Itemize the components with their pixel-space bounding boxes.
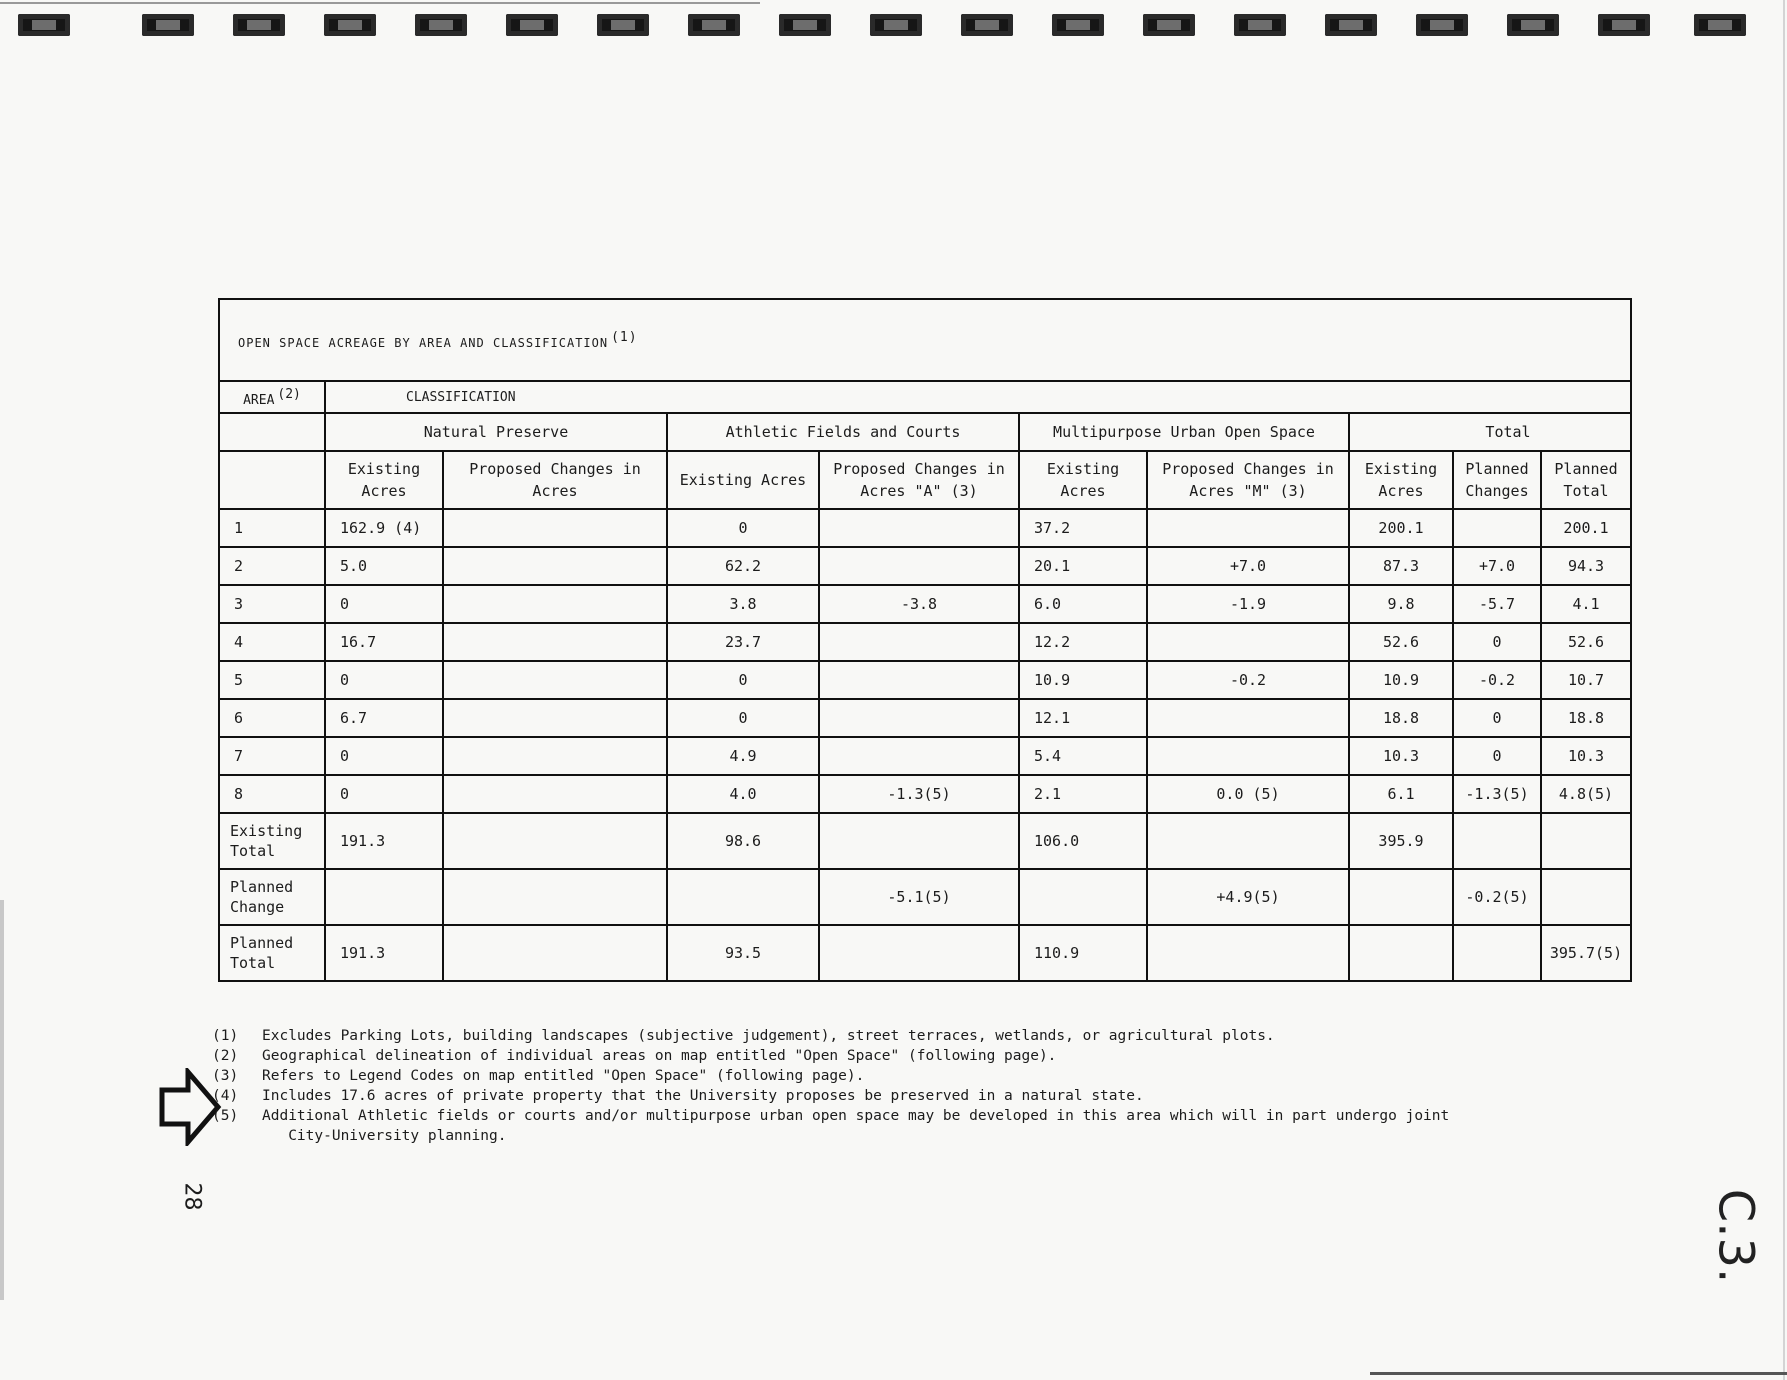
binding-hole [1234,14,1286,36]
open-space-acreage-table [218,298,1632,982]
footnote [212,1126,1612,1146]
binding-hole [415,14,467,36]
table-cell [443,869,667,925]
table-cell: +7.0 [1147,547,1349,585]
table-row [219,737,1631,775]
table-cell: 52.6 [1541,623,1631,661]
table-cell: 16.7 [325,623,443,661]
table-row [219,775,1631,813]
table-row [219,509,1631,547]
table-cell: 20.1 [1019,547,1147,585]
table-row [219,699,1631,737]
table-cell: 0 [325,737,443,775]
table-cell [443,813,667,869]
binding-hole [142,14,194,36]
footnote-text: City-University planning. [262,1128,507,1144]
table-cell [819,737,1019,775]
footnote [212,1106,1612,1126]
table-cell: 4.1 [1541,585,1631,623]
binding-hole [1507,14,1559,36]
table-cell [443,661,667,699]
table-cell [667,869,819,925]
table-cell: 162.9 (4) [325,509,443,547]
footnote-text: Geographical delineation of individual areas on map entitled "Open Space" (following page). [262,1048,1057,1064]
table-cell [1147,623,1349,661]
table-cell: 6.1 [1349,775,1453,813]
table-cell: -3.8 [819,585,1019,623]
footnote-number: (1) [212,1028,239,1044]
binding-hole [1325,14,1377,36]
table-title [219,299,1631,381]
row-label: 3 [219,585,325,623]
table-cell: 395.9 [1349,813,1453,869]
table-cell: 5.0 [325,547,443,585]
classification-header: CLASSIFICATION [325,381,1631,413]
binding-hole [18,14,70,36]
footnote-ref: (1) [611,330,638,345]
row-label: 2 [219,547,325,585]
table-cell [1349,869,1453,925]
page-top-edge [0,2,760,4]
table-cell: 191.3 [325,813,443,869]
table-cell: 0 [1453,737,1541,775]
footnote-text: Additional Athletic fields or courts and/or multipurpose urban open space may be developed in this area which will in part undergo joint [262,1108,1450,1124]
table-cell: +4.9(5) [1147,869,1349,925]
table-cell: 10.9 [1349,661,1453,699]
table-cell: 9.8 [1349,585,1453,623]
table-cell: 110.9 [1019,925,1147,981]
subheader: Existing Acres [1019,451,1147,509]
table-row [219,547,1631,585]
group-natural-preserve: Natural Preserve [325,413,667,451]
table-cell [1147,925,1349,981]
table-cell: -0.2 [1453,661,1541,699]
group-athletic-fields: Athletic Fields and Courts [667,413,1019,451]
empty-cell [219,451,325,509]
table-cell [819,661,1019,699]
table-cell: 2.1 [1019,775,1147,813]
table-cell: 106.0 [1019,813,1147,869]
row-label: 8 [219,775,325,813]
page-number: 28 [179,1182,205,1211]
table-cell: -1.9 [1147,585,1349,623]
table-cell: 4.8(5) [1541,775,1631,813]
binding-hole [1143,14,1195,36]
subheader: Proposed Changes in Acres "M" (3) [1147,451,1349,509]
table-cell: -5.7 [1453,585,1541,623]
table-cell: 0 [1453,623,1541,661]
subheader: Planned Total [1541,451,1631,509]
table-cell [1147,699,1349,737]
table-cell: 10.7 [1541,661,1631,699]
subheader: Planned Changes [1453,451,1541,509]
table-cell [443,775,667,813]
table-cell: 0 [1453,699,1541,737]
binding-holes [18,14,1748,48]
table-cell: -5.1(5) [819,869,1019,925]
subheader: Existing Acres [667,451,819,509]
table-cell: 0 [325,585,443,623]
table-cell [1147,509,1349,547]
table-cell: 62.2 [667,547,819,585]
group-multipurpose-open-space: Multipurpose Urban Open Space [1019,413,1349,451]
table-cell [443,925,667,981]
table-cell [443,623,667,661]
table-cell: 98.6 [667,813,819,869]
table-cell: 23.7 [667,623,819,661]
binding-hole [1598,14,1650,36]
table-cell [1147,737,1349,775]
table-cell: 191.3 [325,925,443,981]
table-cell: -0.2 [1147,661,1349,699]
table-cell: 200.1 [1349,509,1453,547]
binding-hole [597,14,649,36]
row-label: 7 [219,737,325,775]
table-cell [1453,925,1541,981]
footnote-number: (5) [212,1108,239,1124]
table-cell: 87.3 [1349,547,1453,585]
subheader: Existing Acres [1349,451,1453,509]
footnotes [212,1026,1612,1146]
table-row [219,813,1631,869]
binding-hole [1052,14,1104,36]
table-cell: 18.8 [1349,699,1453,737]
table-cell [1541,813,1631,869]
table-cell [443,699,667,737]
table-row [219,585,1631,623]
table-cell [819,509,1019,547]
binding-hole [961,14,1013,36]
table-cell: 4.9 [667,737,819,775]
footnote-number: (2) [212,1048,239,1064]
footnote-number: (4) [212,1088,239,1104]
table-row [219,869,1631,925]
table-cell: +7.0 [1453,547,1541,585]
table-cell: 10.9 [1019,661,1147,699]
table-cell: 18.8 [1541,699,1631,737]
page-left-edge [0,900,4,1300]
table-cell [819,813,1019,869]
table-cell: 10.3 [1349,737,1453,775]
table-cell [1541,869,1631,925]
row-label: Planned Change [219,869,325,925]
table-row [219,623,1631,661]
footnote-text: Excludes Parking Lots, building landscapes (subjective judgement), street terraces, wetlands, or agricultural plots. [262,1028,1275,1044]
table-cell: 0 [667,661,819,699]
binding-hole [779,14,831,36]
table-cell: 3.8 [667,585,819,623]
table-cell [443,547,667,585]
table-cell: 52.6 [1349,623,1453,661]
footnote-text: Refers to Legend Codes on map entitled "Open Space" (following page). [262,1068,865,1084]
table-cell [1453,509,1541,547]
table-cell [1019,869,1147,925]
row-label: 4 [219,623,325,661]
table-cell: 5.4 [1019,737,1147,775]
empty-cell [219,413,325,451]
table-cell: 4.0 [667,775,819,813]
table-cell: 93.5 [667,925,819,981]
table-cell: -1.3(5) [1453,775,1541,813]
table-cell: 0 [325,661,443,699]
footnote [212,1026,1612,1046]
group-total: Total [1349,413,1631,451]
table-cell: 12.2 [1019,623,1147,661]
table-cell: 0 [667,509,819,547]
table-cell [443,509,667,547]
table-cell: 94.3 [1541,547,1631,585]
page-right-edge [1783,0,1785,1380]
table-cell: 12.1 [1019,699,1147,737]
row-label: 6 [219,699,325,737]
table-cell: 6.7 [325,699,443,737]
table-body [219,509,1631,981]
table-cell [1147,813,1349,869]
binding-hole [870,14,922,36]
area-label: AREA [243,392,275,408]
row-label: 1 [219,509,325,547]
table-cell [1453,813,1541,869]
table-row [219,925,1631,981]
table-title-text: OPEN SPACE ACREAGE BY AREA AND CLASSIFICATION [238,336,609,350]
table-cell [819,623,1019,661]
table-cell: 0 [667,699,819,737]
subheader: Proposed Changes in Acres "A" (3) [819,451,1019,509]
table-cell: 0.0 (5) [1147,775,1349,813]
binding-hole [688,14,740,36]
area-header [219,381,325,413]
footnote [212,1066,1612,1086]
table-cell [1349,925,1453,981]
table-cell: -0.2(5) [1453,869,1541,925]
table-cell: 0 [325,775,443,813]
table-cell: 395.7(5) [1541,925,1631,981]
table-cell: 10.3 [1541,737,1631,775]
table-cell: -1.3(5) [819,775,1019,813]
footnote [212,1046,1612,1066]
table-cell: 200.1 [1541,509,1631,547]
footnote-number: (3) [212,1068,239,1084]
row-label: 5 [219,661,325,699]
table-cell: 37.2 [1019,509,1147,547]
table-cell [819,925,1019,981]
footnote-text: Includes 17.6 acres of private property that the University proposes be preserved in a natural state. [262,1088,1144,1104]
binding-hole [233,14,285,36]
footnote-ref: (2) [277,386,301,402]
subheader: Proposed Changes in Acres [443,451,667,509]
binding-hole [506,14,558,36]
row-label: Existing Total [219,813,325,869]
row-label: Planned Total [219,925,325,981]
table-cell: 6.0 [1019,585,1147,623]
table-cell [325,869,443,925]
binding-hole [1694,14,1746,36]
table-cell [819,699,1019,737]
binding-hole [324,14,376,36]
binding-hole [1416,14,1468,36]
table-row [219,661,1631,699]
page-bottom-edge [1370,1372,1787,1375]
table-cell [443,737,667,775]
subheader: Existing Acres [325,451,443,509]
footnote [212,1086,1612,1106]
table-cell [819,547,1019,585]
footnote-number [212,1126,262,1146]
section-label: C.3. [1707,1188,1764,1284]
table-cell [443,585,667,623]
